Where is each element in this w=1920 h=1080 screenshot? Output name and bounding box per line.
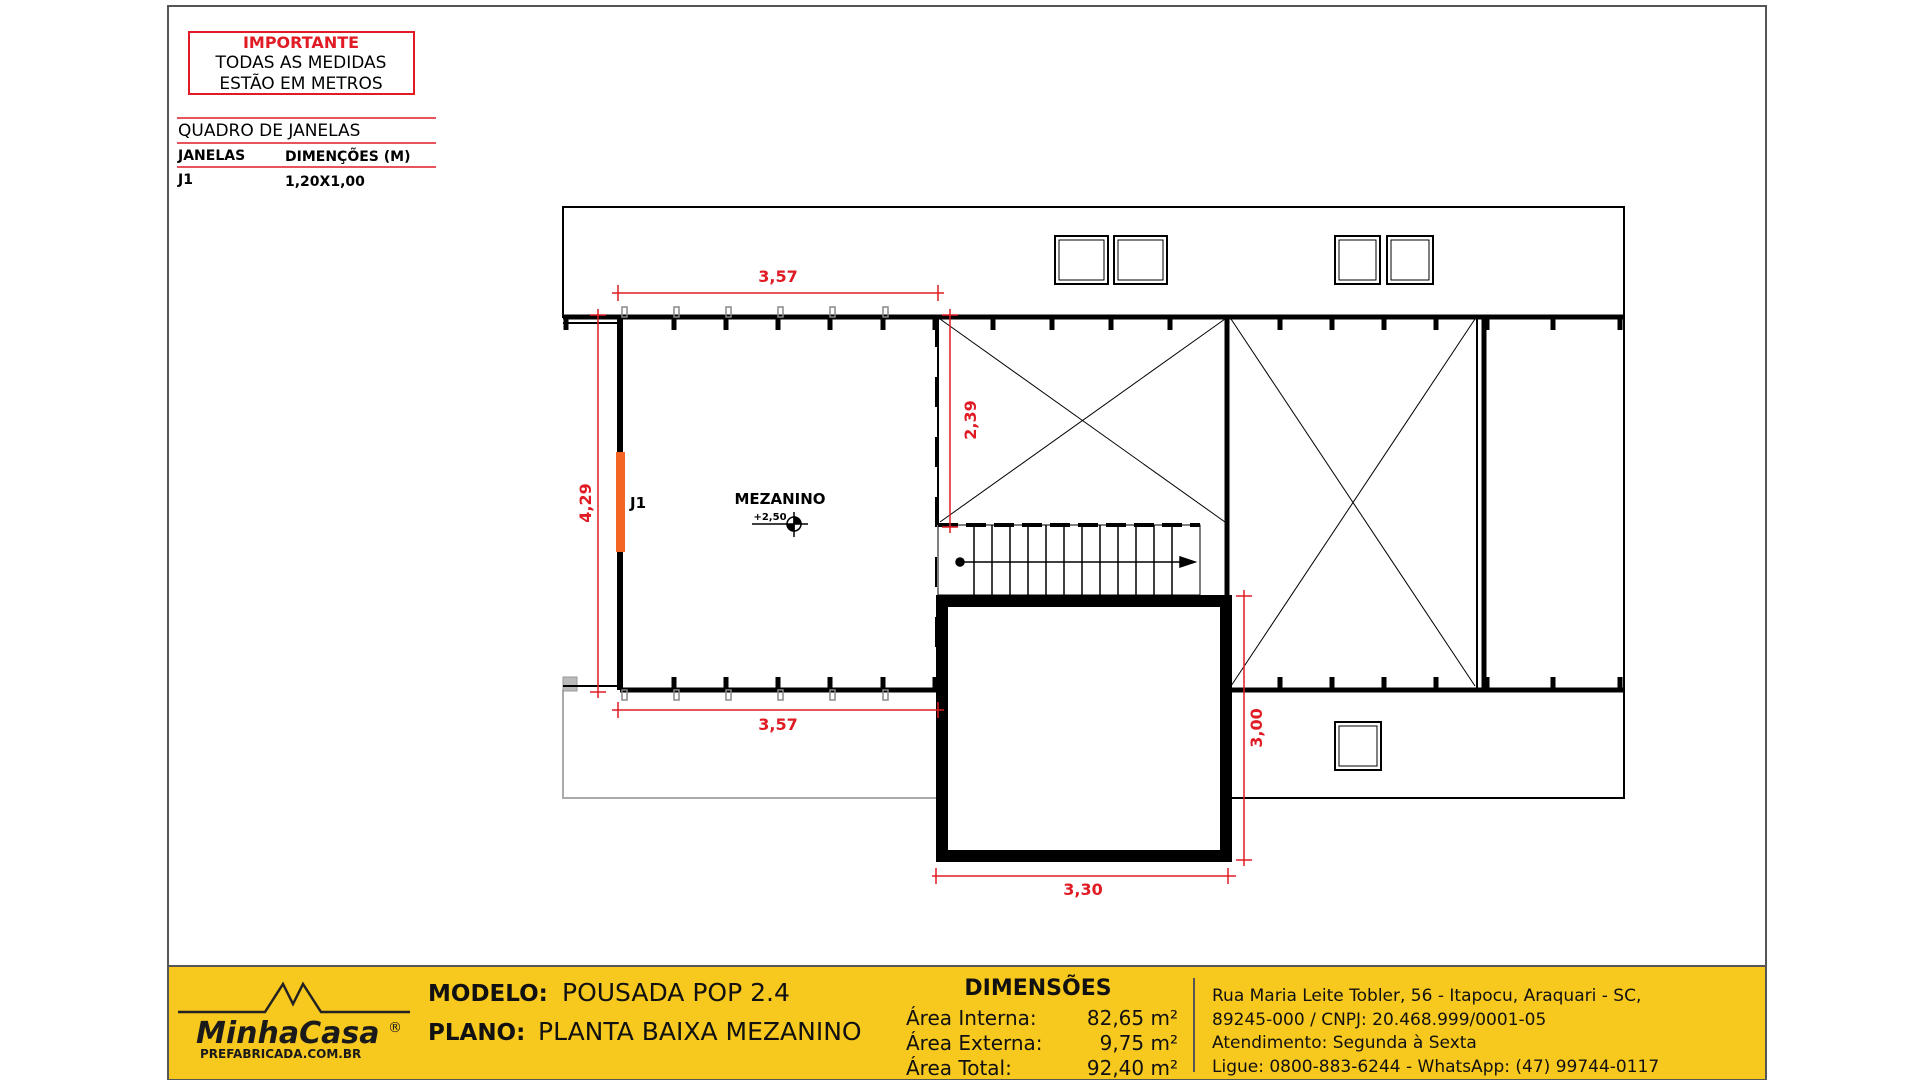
hours-text: Atendimento: Segunda à Sexta: [1212, 1033, 1477, 1053]
level-label: +2,50: [753, 512, 787, 523]
address-line-1: Rua Maria Leite Tobler, 56 - Itapocu, Araquari - SC,: [1212, 986, 1642, 1006]
model-value: POUSADA POP 2.4: [562, 978, 790, 1007]
notice-line-3: ESTÃO EM METROS: [219, 74, 383, 94]
title-block: [168, 966, 1766, 1080]
dimensions-title: DIMENSÕES: [964, 976, 1112, 1001]
brand-mark: ®: [388, 1020, 402, 1036]
window-tag-j1: J1: [630, 494, 647, 512]
contact-text: Ligue: 0800-883-6244 - WhatsApp: (47) 99744-0117: [1212, 1057, 1660, 1077]
notice-title: IMPORTANTE: [242, 33, 360, 52]
dim-top-width: 3,57: [758, 267, 798, 286]
brand-name: MinhaCasa: [196, 1016, 380, 1051]
model-label: MODELO:: [428, 981, 548, 1007]
area-total-value: 92,40 m²: [1086, 1056, 1178, 1080]
window-table-title: QUADRO DE JANELAS: [178, 121, 361, 141]
window-table-col-dimensions: DIMENÇÕES (M): [285, 149, 411, 165]
plan-label: PLANO:: [428, 1020, 526, 1046]
window-j1: [616, 452, 625, 552]
dim-left-height: 4,29: [576, 483, 595, 523]
dim-box-width: 3,30: [1063, 880, 1103, 899]
plan-value: PLANTA BAIXA MEZANINO: [538, 1017, 862, 1046]
area-total-label: Área Total:: [906, 1056, 1012, 1080]
dim-bottom-width: 3,57: [758, 715, 798, 734]
notice-line-2: TODAS AS MEDIDAS: [215, 53, 387, 73]
area-internal-value: 82,65 m²: [1086, 1006, 1178, 1030]
dim-box-height: 3,00: [1247, 708, 1266, 748]
window-table-row-dims: 1,20X1,00: [285, 174, 365, 190]
address-line-2: 89245-000 / CNPJ: 20.468.999/0001-05: [1212, 1010, 1547, 1030]
area-external-label: Área Externa:: [906, 1031, 1043, 1055]
area-internal-label: Área Interna:: [906, 1006, 1037, 1030]
window-table-col-windows: JANELAS: [178, 148, 246, 164]
area-external-value: 9,75 m²: [1099, 1031, 1178, 1055]
dim-void-height: 2,39: [961, 400, 980, 440]
room-label-mezzanine: MEZANINO: [734, 490, 826, 508]
window-table-row-id: J1: [178, 172, 193, 188]
brand-sub: PREFABRICADA.COM.BR: [200, 1047, 362, 1061]
